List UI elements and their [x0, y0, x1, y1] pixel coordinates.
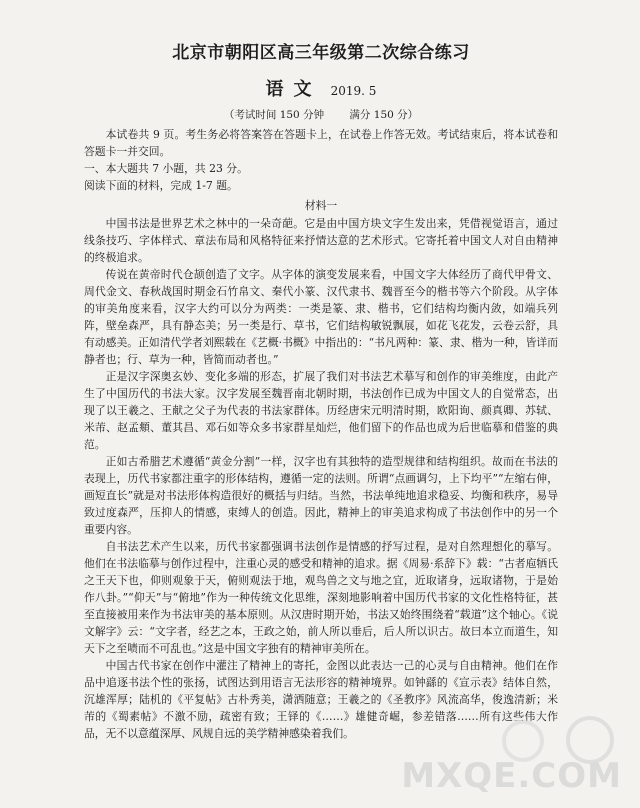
paragraph: 传说在黄帝时代仓颉创造了文字。从字体的演变发展来看，中国文字大体经历了商代甲骨文、周代金文、春秋战国时期金石竹帛文、秦代小篆、汉代隶书、魏晋至今的楷书等六个阶段。从字体的审美角度来看，汉字大约可以分为两类：一类是篆、隶、楷书，它们结构均衡内敛，如端兵列阵，壁垒森严，具有静态美；另一类是行、草书，它们结构敏锐飘展，如花飞花发，云卷云舒，具有动感美。正如清代学者刘熙载在《艺概·书概》中指出的：“书凡两种：篆、隶、楷为一种，皆详而静者也；行、草为一种，皆简而动者也。”: [84, 268, 558, 366]
instructions: 本试卷共 9 页。考生务必将答案答在答题卡上，在试卷上作答无效。考试结束后，将本试卷和答题卡一并交回。: [84, 128, 558, 158]
exam-info: [84, 107, 558, 122]
section-heading: 一、本大题共 7 小题，共 23 分。: [84, 162, 248, 175]
paragraph: 中国书法是世界艺术之林中的一朵奇葩。它是由中国方块文字生发出来，凭借视觉语言，通过线条技巧、字体样式、章法布局和风格特征来抒情达意的艺术形式。它寄托着中国文人对自由精神的终极追求。: [84, 217, 558, 264]
section-instruction: 阅读下面的材料，完成 1-7 题。: [84, 179, 238, 192]
paragraph: 正如古希腊艺术遵循“黄金分割”一样，汉字也有其独特的造型规律和结构组织。故而在书法的表现上，历代书家都注重字的形体结构，遵循一定的法则。所谓“点画调匀，上下均平”“左缩右伸，画短直长”就是对书法形体构造很好的概括与归结。当然，书法单纯地追求稳妥、均衡和秩序，易导致过度森严，压抑人的情感，束缚人的创造。因此，精神上的审美追求构成了书法创作中的另一个重要内容。: [84, 455, 558, 536]
watermark-logo: [401, 732, 632, 804]
exam-date: 2019. 5: [330, 84, 377, 98]
paragraph: 中国古代书家在创作中灌注了精神上的寄托，金图以此表达一己的心灵与自由精神。他们在作品中追逐书法个性的张扬，试图达到用语言无法形容的精神境界。如钟繇的《宣示表》结体自然，沉雄浑厚；陆机的《平复帖》古朴秀美，潇洒随意；王羲之的《圣教序》风流高华，俊逸清新；米芾的《蜀素帖》不激不励，疏密有致；王铎的《……》雄健奇崛，参差错落……所有这些伟大作品，无不以意蕴深厚、风规自远的美学精神感染着我们。: [84, 659, 558, 740]
exam-time: （考试时间 150 分钟: [223, 109, 325, 121]
page-title: 北京市朝阳区高三年级第二次综合练习: [172, 43, 470, 63]
exam-page: [84, 38, 558, 742]
material-title: 材料一: [304, 199, 338, 212]
subject-line: [84, 75, 558, 101]
subject-label: 语文: [265, 79, 322, 100]
paragraph: 正是汉字深奥玄妙、变化多端的形态，扩展了我们对书法艺术摹写和创作的审美维度，由此产生了中国历代的书法大家。汉字发展至魏晋南北朝时期，书法创作已成为中国文人的自觉常态，出现了以王羲之、王献之父子为代表的书法家群体。历经唐宋元明清时期，欧阳询、颜真卿、苏轼、米芾、赵孟頫、董其昌、邓石如等众多书家群星灿烂，他们留下的作品也成为后世临摹和借鉴的典范。: [84, 370, 558, 451]
paragraph: 自书法艺术产生以来，历代书家都强调书法创作是情感的抒写过程，是对自然理想化的摹写。他们在书法临摹与创作过程中，注重心灵的感受和精神的追求。据《周易·系辞下》载：“古者庖牺氏之王天下也，仰则观象于天，俯则观法于地，观鸟兽之文与地之宜，近取诸身，远取诸物，于是始作八卦。”“仰天”与“俯地”作为一种传统文化思维，深刻地影响着中国历代书家的文化性格特征，甚至直接被用来作为书法审美的基本原则。从汉唐时期开始，书法又始终围绕着“载道”这个轴心。《说文解字》云：“文字者，经艺之本，王政之始，前人所以垂后，后人所以识古。故曰本立而道生，知天下之至啧而不可乱也。”这是中国文字独有的精神审美所在。: [84, 540, 558, 655]
exam-score: 满分 150 分）: [349, 109, 419, 121]
watermark-text: MXQE.COM: [401, 756, 622, 796]
